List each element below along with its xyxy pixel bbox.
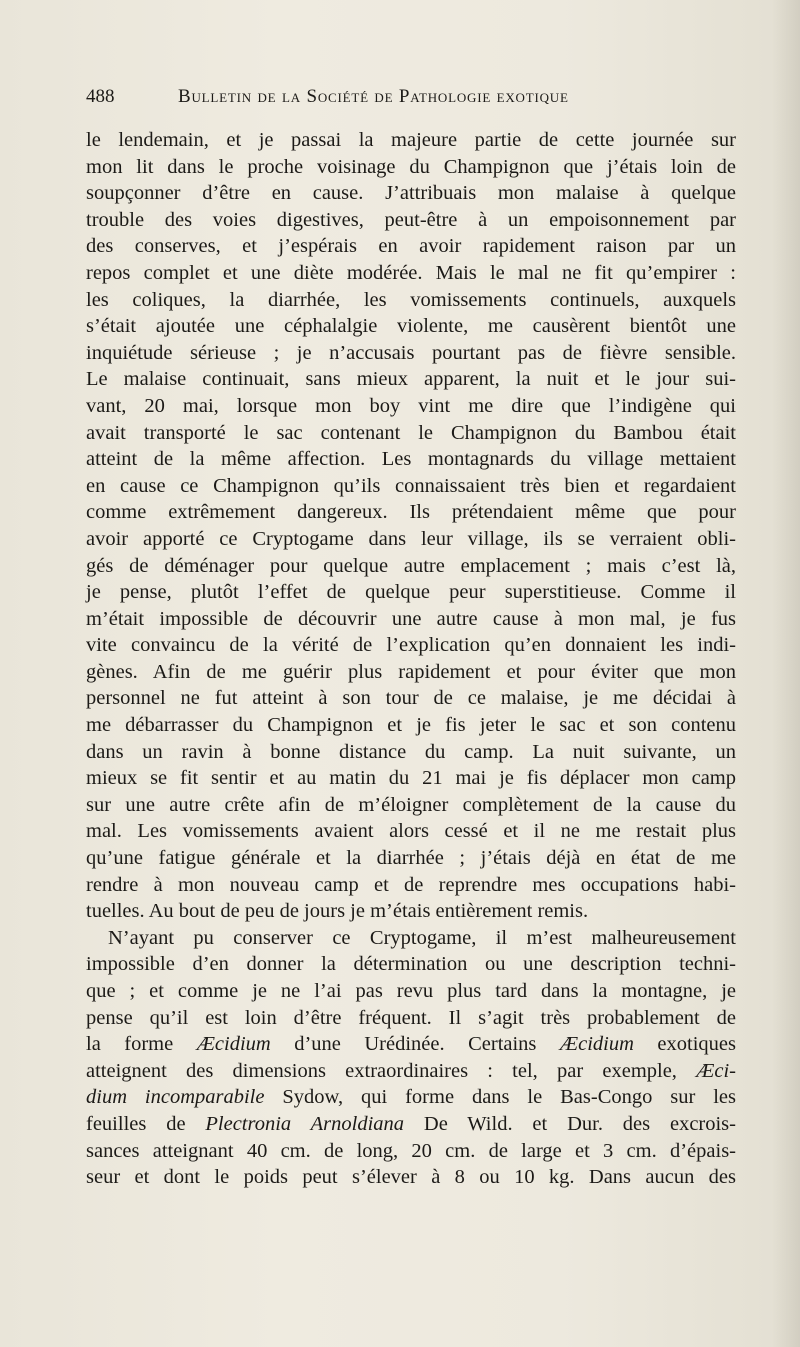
text-line: atteint de la même affection. Les montagnards du village mettaient bbox=[86, 448, 736, 471]
text-line: repos complet et une diète modérée. Mais le mal ne fit qu’empirer : bbox=[86, 261, 736, 284]
page-number: 488 bbox=[86, 86, 115, 107]
text-line: N’ayant pu conserver ce Cryptogame, il m’est malheureusement bbox=[108, 926, 736, 949]
text-line: dans un ravin à bonne distance du camp. La nuit suivante, un bbox=[86, 740, 736, 763]
text-line: mon lit dans le proche voisinage du Champignon que j’étais loin de bbox=[86, 155, 736, 178]
text-line bbox=[86, 1058, 736, 1085]
text-line: le lendemain, et je passai la majeure partie de cette journée sur bbox=[86, 129, 736, 151]
text-line: pense qu’il est loin d’être fréquent. Il s’agit très probablement de bbox=[86, 1006, 736, 1029]
page-edge-shadow bbox=[772, 0, 800, 1347]
text-line: seur et dont le poids peut s’élever à 8 ou 10 kg. Dans aucun des bbox=[86, 1166, 736, 1189]
text-line: les coliques, la diarrhée, les vomissements continuels, auxquels bbox=[86, 288, 736, 311]
text-segment: d’une Urédinée. Certains bbox=[270, 1033, 560, 1056]
taxon-name: Æci- bbox=[696, 1059, 736, 1082]
text-segment: exotiques bbox=[633, 1033, 736, 1056]
text-line: trouble des voies digestives, peut-être à un empoisonnement par bbox=[86, 208, 736, 231]
text-line: impossible d’en donner la détermination ou une description techni- bbox=[86, 953, 736, 976]
text-line: avait transporté le sac contenant le Champignon du Bambou était bbox=[86, 421, 736, 444]
text-line: que ; et comme je ne l’ai pas revu plus tard dans la montagne, je bbox=[86, 980, 736, 1002]
text-line: tuelles. Au bout de peu de jours je m’étais entièrement remis. bbox=[86, 900, 589, 923]
running-head: Bulletin de la Société de Pathologie exotique bbox=[178, 86, 569, 107]
text-line: vant, 20 mai, lorsque mon boy vint me dire que l’indigène qui bbox=[86, 394, 736, 417]
text-line: sances atteignant 40 cm. de long, 20 cm. de large et 3 cm. d’épais- bbox=[86, 1139, 736, 1162]
text-line: inquiétude sérieuse ; je n’accusais pourtant pas de fièvre sensible. bbox=[86, 341, 736, 364]
text-line: me débarrasser du Champignon et je fis jeter le sac et son contenu bbox=[86, 714, 736, 737]
text-line: je pense, plutôt l’effet de quelque peur superstitieuse. Comme il bbox=[86, 581, 736, 604]
text-line: avoir apporté ce Cryptogame dans leur village, ils se verraient obli- bbox=[86, 527, 736, 550]
text-segment: De Wild. et Dur. des excrois- bbox=[404, 1112, 736, 1135]
taxon-name: Æcidium bbox=[196, 1033, 271, 1056]
text-line: vite convaincu de la vérité de l’explication qu’en donnaient les indi- bbox=[86, 634, 736, 657]
text-line: comme extrêmement dangereux. Ils prétendaient même que pour bbox=[86, 501, 736, 524]
text-line: gés de déménager pour quelque autre emplacement ; mais c’est là, bbox=[86, 554, 736, 577]
text-line: rendre à mon nouveau camp et de reprendre mes occupations habi- bbox=[86, 873, 736, 896]
taxon-name: Plectronia Arnoldiana bbox=[205, 1112, 405, 1135]
text-segment: atteignent des dimensions extraordinaires : tel, par exemple, bbox=[86, 1059, 697, 1082]
text-line: mieux se fit sentir et au matin du 21 mai je fis déplacer mon camp bbox=[86, 767, 736, 790]
text-line bbox=[86, 1084, 736, 1111]
text-line: gènes. Afin de me guérir plus rapidement et pour éviter que mon bbox=[86, 660, 736, 683]
text-line: m’était impossible de découvrir une autre cause à mon mal, je fus bbox=[86, 607, 736, 630]
text-line: en cause ce Champignon qu’ils connaissaient très bien et regardaient bbox=[86, 474, 736, 497]
body-text bbox=[86, 127, 736, 1191]
text-segment: la forme bbox=[86, 1033, 197, 1056]
text-line: des conserves, et j’espérais en avoir rapidement raison par un bbox=[86, 235, 736, 258]
text-line bbox=[86, 1031, 736, 1058]
text-line: s’était ajoutée une céphalalgie violente, me causèrent bientôt une bbox=[86, 315, 736, 338]
text-segment: Sydow, qui forme dans le Bas-Congo sur les bbox=[264, 1086, 736, 1109]
text-line: sur une autre crête afin de m’éloigner complètement de la cause du bbox=[86, 793, 736, 816]
text-segment: feuilles de bbox=[86, 1112, 206, 1135]
text-line: soupçonner d’être en cause. J’attribuais mon malaise à quelque bbox=[86, 182, 736, 205]
text-line: mal. Les vomissements avaient alors cessé et il ne me restait plus bbox=[86, 820, 736, 843]
text-line bbox=[86, 1111, 736, 1138]
text-line: qu’une fatigue générale et la diarrhée ; j’étais déjà en état de me bbox=[86, 847, 736, 870]
taxon-name: Æcidium bbox=[559, 1033, 634, 1056]
text-line: Le malaise continuait, sans mieux apparent, la nuit et le jour sui- bbox=[86, 368, 736, 391]
page-header bbox=[86, 86, 736, 114]
text-line: personnel ne fut atteint à son tour de ce malaise, je me décidai à bbox=[86, 687, 736, 710]
taxon-name: dium incomparabile bbox=[86, 1086, 265, 1109]
